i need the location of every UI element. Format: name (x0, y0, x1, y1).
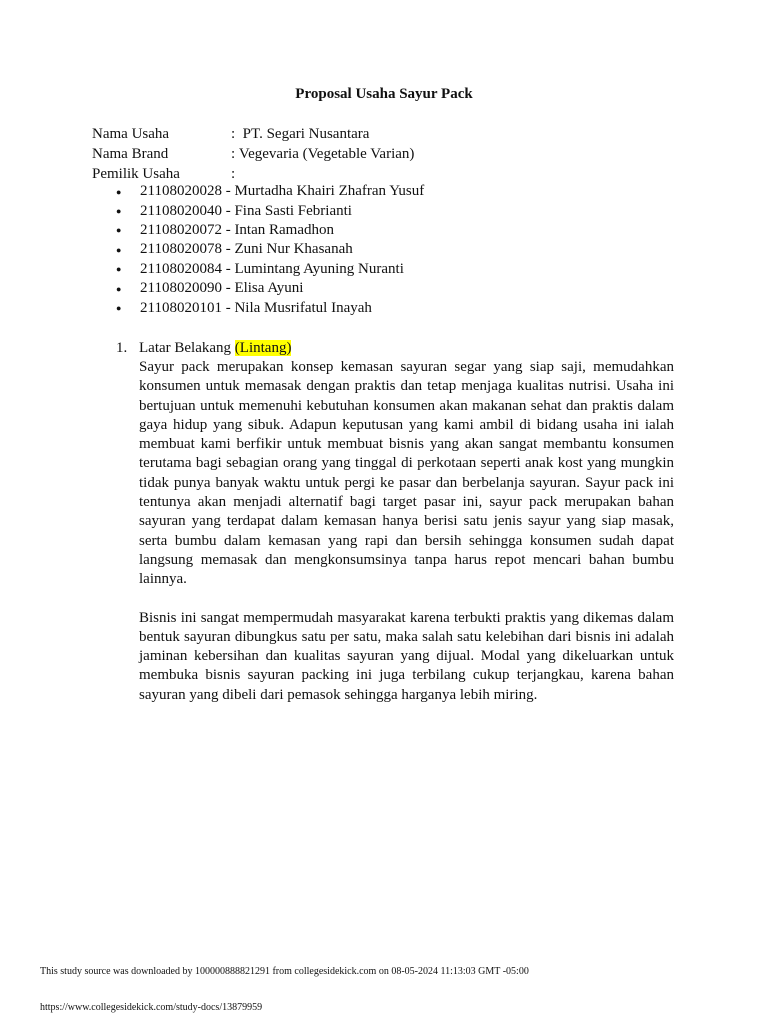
business-info (92, 124, 414, 184)
list-item (112, 240, 424, 259)
bullet-icon: ● (116, 283, 122, 294)
section-title (139, 340, 291, 357)
highlighted-author: (Lintang) (234, 339, 292, 356)
list-item (112, 260, 424, 279)
download-note: This study source was downloaded by 100000888821291 from collegesidekick.com on 08-05-2024 11:13:03 GMT -05:00 (40, 966, 529, 977)
paragraph: Sayur pack merupakan konsep kemasan sayuran segar yang siap saji, memudahkan konsumen untuk memasak dengan praktis dan tetap menjaga kualitas nutrisi. Usaha ini bertujuan untuk memenuhi kebutuhan konsumen akan makanan sehat dan praktis dalam gaya hidup yang sibuk. Adapun keputusan yang kami ambil di bidang usaha ini ialah membuat kami berfikir untuk membuat bisnis yang akan sangat membantu konsumen terutama bagi sebagian orang yang tinggal di perkotaan seperti anak kost yang mungkin tidak punya banyak waktu untuk pergi ke pasar dan berbelanja sayuran. Sayur pack ini tentunya akan menjadi alternatif bagi target pasar ini, sayur pack merupakan bahan sayuran yang terdapat dalam kemasan hanya berisi satu jenis sayur yang siap masak, serta bumbu dalam kemasan yang rapi dan bersih sehingga konsumen sudah dapat langsung memasak dan mengkonsumsinya tanpa harus repot mencari bahan bumbu lainnya. (139, 359, 674, 588)
list-item (112, 182, 424, 201)
nama-brand-value: Vegevaria (Vegetable Varian) (238, 146, 415, 162)
section-title-text: Latar Belakang (139, 339, 235, 356)
section-number: 1. (116, 339, 128, 356)
owner-entry: 21108020078 - Zuni Nur Khasanah (140, 241, 353, 258)
list-item (112, 298, 424, 317)
bullet-icon: ● (116, 264, 122, 275)
owner-entry: 21108020090 - Elisa Ayuni (140, 280, 304, 297)
nama-brand-separator: : (231, 146, 239, 162)
bullet-icon: ● (116, 206, 122, 217)
bullet-icon: ● (116, 244, 122, 255)
paragraph: Bisnis ini sangat mempermudah masyarakat karena terbukti praktis yang dikemas dalam bentuk sayuran dibungkus satu per satu, maka salah satu kelebihan dari bisnis ini adalah jaminan kebersihan dan kualitas sayuran yang dijual. Modal yang dikeluarkan untuk membuka bisnis sayuran packing ini juga terbilang cukup terjangkau, karena bahan sayuran yang dibeli dari pemasok sehingga harganya lebih miring. (139, 609, 674, 703)
nama-usaha-value: PT. Segari Nusantara (242, 126, 370, 142)
nama-brand-label: Nama Brand (92, 146, 169, 162)
document-title: Proposal Usaha Sayur Pack (295, 86, 473, 102)
list-item (112, 279, 424, 298)
pemilik-label: Pemilik Usaha (92, 166, 180, 182)
bullet-icon: ● (116, 303, 122, 314)
info-row-pemilik (92, 164, 414, 184)
list-item (112, 201, 424, 220)
list-item (112, 221, 424, 240)
owner-entry: 21108020040 - Fina Sasti Febrianti (140, 202, 352, 219)
section-latar-belakang (116, 338, 676, 705)
owner-entry: 21108020101 - Nila Musrifatul Inayah (140, 299, 372, 316)
source-url[interactable]: https://www.collegesidekick.com/study-docs/13879959 (40, 1002, 263, 1013)
owner-entry: 21108020072 - Intan Ramadhon (140, 221, 334, 238)
owner-entry: 21108020028 - Murtadha Khairi Zhafran Yusuf (140, 183, 425, 200)
pemilik-separator: : (231, 166, 236, 182)
info-row-nama-brand (92, 144, 414, 164)
nama-usaha-label: Nama Usaha (92, 126, 170, 142)
bullet-icon: ● (116, 225, 122, 236)
owner-list (112, 182, 424, 318)
owner-entry: 21108020084 - Lumintang Ayuning Nuranti (140, 260, 404, 277)
bullet-icon: ● (116, 186, 122, 197)
section-heading (116, 338, 676, 358)
nama-usaha-separator: : (231, 126, 243, 142)
info-row-nama-usaha (92, 124, 414, 144)
